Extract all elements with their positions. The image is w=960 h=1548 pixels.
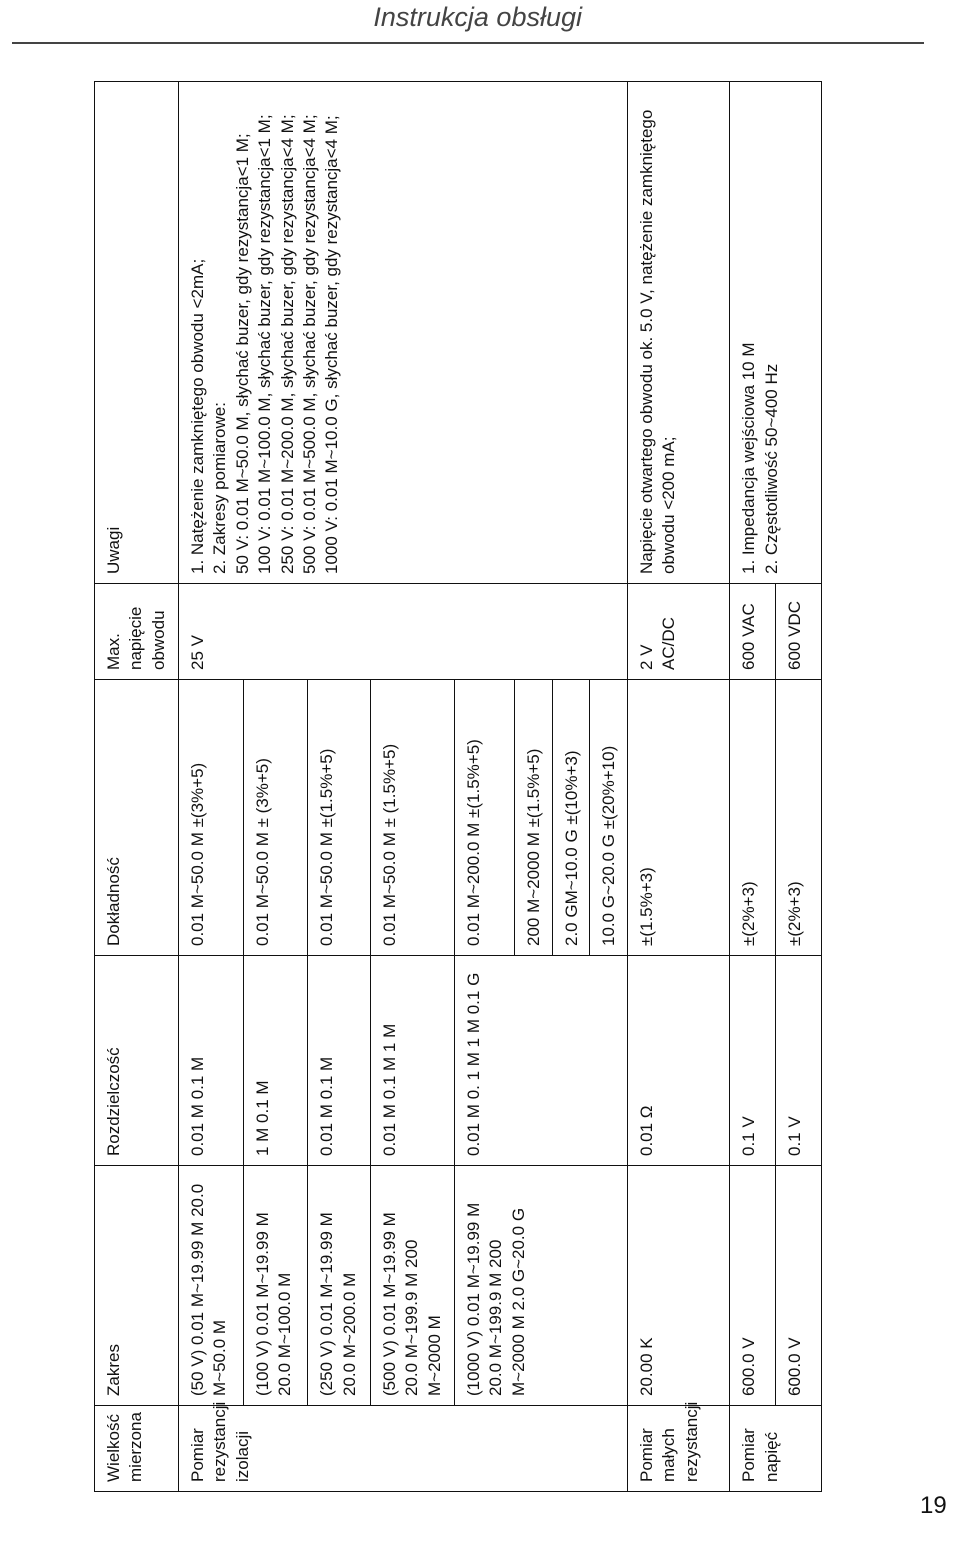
- range-cell: (100 V) 0.01 M~19.99 M 20.0 M~100.0 M: [243, 1166, 308, 1406]
- table-row: [730, 82, 776, 1492]
- range-cell: (250 V) 0.01 M~19.99 M 20.0 M~200.0 M: [308, 1166, 371, 1406]
- header-title: Instrukcja obsługi: [373, 2, 582, 32]
- accuracy-cell: ±(1.5%+3): [627, 680, 729, 956]
- resolution-cell: 0.01 M 0.1 M 1 M: [370, 956, 454, 1166]
- spec-table: [94, 81, 822, 1492]
- resolution-cell: 0.1 V: [776, 956, 822, 1166]
- notes-insulation: [178, 82, 627, 584]
- note-line: 500 V: 0.01 M~500.0 M, słychać buzer, gdy rezystancja<4 M;: [300, 114, 319, 574]
- note-line: 100 V: 0.01 M~100.0 M, słychać buzer, gdy rezystancja<1 M;: [255, 114, 275, 574]
- max-voltage-cell: 25 V: [178, 584, 627, 680]
- range-cell: 600.0 V: [776, 1166, 822, 1406]
- resolution-cell: 0.1 V: [730, 956, 776, 1166]
- accuracy-cell: ±(2%+3): [730, 680, 776, 956]
- rotated-table: [94, 82, 822, 1492]
- note-line: 1. Impedancja wejściowa 10 M: [739, 342, 759, 574]
- note-line: 1000 V: 0.01 M~10.0 G, słychać buzer, gdy rezystancja<4 M;: [322, 115, 342, 574]
- rotated-table-container: [94, 82, 822, 1492]
- accuracy-cell: 0.01 M~50.0 M ±(3%+5): [178, 680, 243, 956]
- resolution-cell: 0.01 M 0.1 M: [308, 956, 371, 1166]
- column-header: Rozdzielczość: [95, 956, 179, 1166]
- range-cell: 20.00 K: [627, 1166, 729, 1406]
- accuracy-cell: 10.0 G~20.0 G ±(20%+10): [590, 680, 628, 956]
- resolution-cell: 1 M 0.1 M: [243, 956, 308, 1166]
- max-voltage-cell: 600 VDC: [776, 584, 822, 680]
- accuracy-cell: 0.01 M~50.0 M ± (1.5%+5): [370, 680, 454, 956]
- accuracy-cell: 200 M~2000 M ±(1.5%+5): [515, 680, 553, 956]
- resolution-cell: 0.01 Ω: [627, 956, 729, 1166]
- table-row: [627, 82, 729, 1492]
- resolution-cell: 0.01 M 0. 1 M 1 M 0.1 G: [454, 956, 627, 1166]
- range-cell: (1000 V) 0.01 M~19.99 M 20.0 M~199.9 M 200 M~2000 M 2.0 G~20.0 G: [454, 1166, 627, 1406]
- accuracy-cell: 0.01 M~50.0 M ±(1.5%+5): [308, 680, 371, 956]
- range-cell: (500 V) 0.01 M~19.99 M 20.0 M~199.9 M 200 M~2000 M: [370, 1166, 454, 1406]
- note-line: 1. Natężenie zamkniętego obwodu <2mA;: [187, 258, 207, 574]
- max-voltage-cell: 2 V AC/DC: [627, 584, 729, 680]
- accuracy-cell: 0.01 M~50.0 M ± (3%+5): [243, 680, 308, 956]
- header-rule: [12, 42, 924, 44]
- column-header: Dokładność: [95, 680, 179, 956]
- resolution-cell: 0.01 M 0.1 M: [178, 956, 243, 1166]
- table-header-row: [95, 82, 179, 1492]
- accuracy-cell: ±(2%+3): [776, 680, 822, 956]
- quantity-voltage: Pomiar napięć: [730, 1406, 822, 1492]
- note-line: 250 V: 0.01 M~200.0 M, słychać buzer, gdy rezystancja<4 M;: [277, 114, 297, 574]
- range-cell: 600.0 V: [730, 1166, 776, 1406]
- page-number: 19: [920, 1492, 947, 1519]
- range-cell: (50 V) 0.01 M~19.99 M 20.0 M~50.0 M: [178, 1166, 243, 1406]
- note-line: 2. Zakresy pomiarowe:: [210, 402, 230, 574]
- column-header: Zakres: [95, 1166, 179, 1406]
- column-header: Max. napięcie obwodu: [95, 584, 179, 680]
- column-header: Uwagi: [95, 82, 179, 584]
- accuracy-cell: 2.0 GM~10.0 G ±(10%+3): [552, 680, 590, 956]
- table-row: [178, 82, 243, 1492]
- max-voltage-cell: 600 VAC: [730, 584, 776, 680]
- column-header: Wielkość mierzona: [95, 1406, 179, 1492]
- quantity-insulation: Pomiar rezystancji izolacji: [178, 1406, 627, 1492]
- notes-low-resistance: Napięcie otwartego obwodu ok. 5.0 V, natężenie zamkniętego obwodu <200 mA;: [627, 82, 729, 584]
- note-line: 2. Częstotliwość 50~400 Hz: [761, 363, 781, 574]
- note-line: 50 V: 0.01 M~50.0 M, słychać buzer, gdy rezystancja<1 M;: [232, 133, 252, 574]
- accuracy-cell: 0.01 M~200.0 M ±(1.5%+5): [454, 680, 515, 956]
- quantity-low-resistance: Pomiar małych rezystancji: [627, 1406, 729, 1492]
- notes-voltage: [730, 82, 822, 584]
